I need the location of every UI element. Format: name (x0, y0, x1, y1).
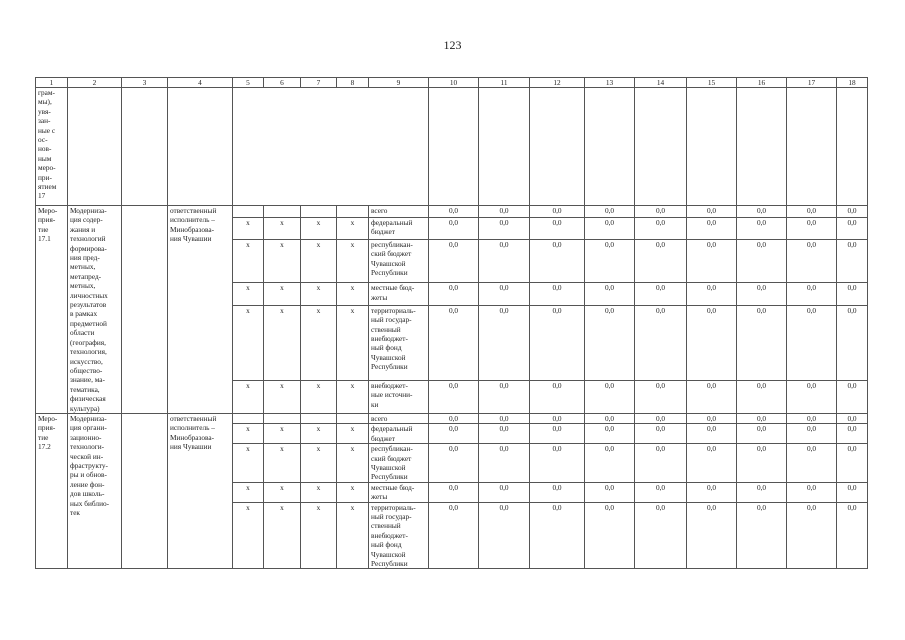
column-header: 1 (36, 78, 68, 88)
column-header: 7 (301, 78, 337, 88)
value-cell: 0,0 (737, 413, 787, 423)
value-cell: 0,0 (530, 424, 585, 444)
code-mark: x (301, 381, 337, 414)
value-cell: 0,0 (687, 305, 737, 380)
code-mark: x (233, 381, 264, 414)
column-header: 17 (787, 78, 837, 88)
value-cell: 0,0 (687, 217, 737, 239)
value-cell: 0,0 (837, 424, 868, 444)
value-cell: 0,0 (737, 240, 787, 283)
value-cell: 0,0 (787, 502, 837, 569)
empty-cell (479, 88, 530, 206)
value-cell: 0,0 (585, 502, 635, 569)
value-cell: 0,0 (530, 482, 585, 502)
responsible-executor: ответственный исполнитель – Минобразова- ния Чувашии (168, 413, 233, 569)
funding-source: республикан- ский бюджет Чувашской Республики (369, 240, 429, 283)
value-cell: 0,0 (479, 217, 530, 239)
value-cell: 0,0 (837, 305, 868, 380)
value-cell: 0,0 (530, 240, 585, 283)
code-mark: x (264, 381, 301, 414)
value-cell: 0,0 (737, 381, 787, 414)
measure-name: Модерниза- ция органи- зационно- технологи- ческой ин- фраструкту- ры и обнов- ление фон- дов школь- ных библио- тек (68, 413, 122, 569)
code-mark (301, 413, 337, 423)
column-number-row (36, 78, 868, 88)
column-header: 8 (337, 78, 369, 88)
code-mark: x (301, 305, 337, 380)
value-cell: 0,0 (687, 240, 737, 283)
value-cell: 0,0 (635, 482, 687, 502)
value-cell: 0,0 (787, 283, 837, 305)
code-mark (233, 413, 264, 423)
empty-cell (530, 88, 585, 206)
value-cell: 0,0 (737, 444, 787, 483)
empty-cell (168, 88, 233, 206)
value-cell: 0,0 (585, 283, 635, 305)
value-cell: 0,0 (479, 305, 530, 380)
funding-source: местные бюд- жеты (369, 482, 429, 502)
value-cell: 0,0 (530, 283, 585, 305)
funding-source: всего (369, 206, 429, 218)
column-header: 9 (369, 78, 429, 88)
code-mark (264, 206, 301, 218)
funding-source: территориаль- ный государ- ственный внебюджет- ный фонд Чувашской Республики (369, 305, 429, 380)
value-cell: 0,0 (429, 283, 479, 305)
value-cell: 0,0 (787, 444, 837, 483)
value-cell: 0,0 (787, 424, 837, 444)
value-cell: 0,0 (635, 217, 687, 239)
code-mark: x (264, 217, 301, 239)
value-cell: 0,0 (479, 482, 530, 502)
continuation-cell: грам- мы), увя- зан- ные с ос- нов- ным меро- при- ятием 17 (36, 88, 68, 206)
code-mark: x (301, 502, 337, 569)
value-cell: 0,0 (635, 240, 687, 283)
value-cell: 0,0 (837, 444, 868, 483)
empty-cell (122, 206, 168, 414)
continuation-row (36, 88, 868, 206)
value-cell: 0,0 (737, 206, 787, 218)
value-cell: 0,0 (837, 217, 868, 239)
column-header: 4 (168, 78, 233, 88)
value-cell: 0,0 (585, 413, 635, 423)
value-cell: 0,0 (635, 424, 687, 444)
code-mark: x (233, 424, 264, 444)
responsible-executor: ответственный исполнитель – Минобразова- ния Чувашии (168, 206, 233, 414)
value-cell: 0,0 (479, 381, 530, 414)
code-mark: x (301, 283, 337, 305)
value-cell: 0,0 (787, 381, 837, 414)
column-header: 15 (687, 78, 737, 88)
funding-source: местные бюд- жеты (369, 283, 429, 305)
empty-cell (585, 88, 635, 206)
value-cell: 0,0 (585, 444, 635, 483)
code-mark: x (337, 305, 369, 380)
value-cell: 0,0 (837, 381, 868, 414)
code-mark (301, 206, 337, 218)
code-mark: x (301, 424, 337, 444)
value-cell: 0,0 (635, 381, 687, 414)
code-mark: x (264, 305, 301, 380)
value-cell: 0,0 (837, 482, 868, 502)
value-cell: 0,0 (429, 305, 479, 380)
value-cell: 0,0 (530, 381, 585, 414)
column-header: 6 (264, 78, 301, 88)
funding-source: республикан- ский бюджет Чувашской Республики (369, 444, 429, 483)
funding-source: федеральный бюджет (369, 217, 429, 239)
column-header: 5 (233, 78, 264, 88)
code-mark: x (233, 502, 264, 569)
value-cell: 0,0 (737, 305, 787, 380)
value-cell: 0,0 (585, 240, 635, 283)
value-cell: 0,0 (837, 206, 868, 218)
value-cell: 0,0 (787, 482, 837, 502)
value-cell: 0,0 (429, 444, 479, 483)
empty-cell (837, 88, 868, 206)
value-cell: 0,0 (429, 413, 479, 423)
code-mark (337, 413, 369, 423)
funding-source: территориаль- ный государ- ственный внебюджет- ный фонд Чувашской Республики (369, 502, 429, 569)
value-cell: 0,0 (585, 381, 635, 414)
value-cell: 0,0 (530, 305, 585, 380)
value-cell: 0,0 (530, 502, 585, 569)
value-cell: 0,0 (585, 482, 635, 502)
empty-cell (68, 88, 122, 206)
value-cell: 0,0 (687, 283, 737, 305)
value-cell: 0,0 (635, 206, 687, 218)
value-cell: 0,0 (530, 217, 585, 239)
column-header: 2 (68, 78, 122, 88)
value-cell: 0,0 (585, 305, 635, 380)
value-cell: 0,0 (479, 444, 530, 483)
code-mark: x (301, 240, 337, 283)
empty-cell (737, 88, 787, 206)
value-cell: 0,0 (429, 240, 479, 283)
code-mark: x (337, 381, 369, 414)
value-cell: 0,0 (687, 444, 737, 483)
funding-source: федеральный бюджет (369, 424, 429, 444)
column-header: 3 (122, 78, 168, 88)
value-cell: 0,0 (837, 502, 868, 569)
value-cell: 0,0 (429, 381, 479, 414)
code-mark: x (264, 444, 301, 483)
value-cell: 0,0 (687, 502, 737, 569)
column-header: 10 (429, 78, 479, 88)
value-cell: 0,0 (687, 206, 737, 218)
value-cell: 0,0 (530, 206, 585, 218)
code-mark: x (264, 502, 301, 569)
value-cell: 0,0 (837, 240, 868, 283)
empty-cell (122, 88, 168, 206)
value-cell: 0,0 (737, 217, 787, 239)
page-number: 123 (443, 38, 462, 52)
value-cell: 0,0 (585, 217, 635, 239)
column-header: 11 (479, 78, 530, 88)
table-row (36, 206, 868, 218)
value-cell: 0,0 (429, 482, 479, 502)
value-cell: 0,0 (687, 424, 737, 444)
code-mark: x (337, 444, 369, 483)
code-mark: x (233, 240, 264, 283)
code-mark: x (337, 424, 369, 444)
empty-cell (122, 413, 168, 569)
column-header: 14 (635, 78, 687, 88)
value-cell: 0,0 (687, 381, 737, 414)
code-mark: x (337, 283, 369, 305)
value-cell: 0,0 (837, 283, 868, 305)
funding-source: внебюджет- ные источни- ки (369, 381, 429, 414)
value-cell: 0,0 (837, 413, 868, 423)
value-cell: 0,0 (787, 413, 837, 423)
code-mark: x (233, 305, 264, 380)
table-row (36, 413, 868, 423)
value-cell: 0,0 (737, 283, 787, 305)
code-mark: x (233, 482, 264, 502)
column-header: 16 (737, 78, 787, 88)
financing-table (35, 77, 868, 569)
measure-name: Модерниза- ция содер- жания и технологий формирова- ния пред- метных, метапред- метных, личностных результатов в рамках предметной области (география, технология, искусство, общество- знание, ма- тематика, физическая культура) (68, 206, 122, 414)
code-mark: x (264, 240, 301, 283)
empty-cell (429, 88, 479, 206)
value-cell: 0,0 (429, 217, 479, 239)
code-mark: x (301, 217, 337, 239)
code-mark: x (337, 217, 369, 239)
measure-number: Меро- прия- тие 17.2 (36, 413, 68, 569)
value-cell: 0,0 (479, 502, 530, 569)
value-cell: 0,0 (479, 424, 530, 444)
value-cell: 0,0 (530, 413, 585, 423)
value-cell: 0,0 (737, 424, 787, 444)
value-cell: 0,0 (787, 206, 837, 218)
code-mark: x (233, 444, 264, 483)
value-cell: 0,0 (687, 482, 737, 502)
value-cell: 0,0 (635, 444, 687, 483)
value-cell: 0,0 (737, 482, 787, 502)
value-cell: 0,0 (635, 283, 687, 305)
empty-cell (687, 88, 737, 206)
code-mark: x (233, 217, 264, 239)
value-cell: 0,0 (479, 240, 530, 283)
value-cell: 0,0 (479, 413, 530, 423)
code-mark (233, 206, 264, 218)
value-cell: 0,0 (429, 502, 479, 569)
code-mark: x (337, 502, 369, 569)
empty-cell (233, 88, 429, 206)
code-mark (337, 206, 369, 218)
value-cell: 0,0 (635, 502, 687, 569)
code-mark: x (337, 240, 369, 283)
value-cell: 0,0 (429, 424, 479, 444)
column-header: 18 (837, 78, 868, 88)
code-mark: x (264, 424, 301, 444)
code-mark: x (264, 482, 301, 502)
value-cell: 0,0 (687, 413, 737, 423)
value-cell: 0,0 (429, 206, 479, 218)
code-mark: x (337, 482, 369, 502)
code-mark (264, 413, 301, 423)
value-cell: 0,0 (635, 305, 687, 380)
column-header: 12 (530, 78, 585, 88)
value-cell: 0,0 (585, 206, 635, 218)
value-cell: 0,0 (585, 424, 635, 444)
code-mark: x (233, 283, 264, 305)
column-header: 13 (585, 78, 635, 88)
measure-number: Меро- прия- тие 17.1 (36, 206, 68, 414)
value-cell: 0,0 (635, 413, 687, 423)
value-cell: 0,0 (787, 240, 837, 283)
value-cell: 0,0 (479, 283, 530, 305)
funding-source: всего (369, 413, 429, 423)
value-cell: 0,0 (787, 305, 837, 380)
value-cell: 0,0 (530, 444, 585, 483)
value-cell: 0,0 (787, 217, 837, 239)
value-cell: 0,0 (737, 502, 787, 569)
code-mark: x (301, 482, 337, 502)
code-mark: x (301, 444, 337, 483)
empty-cell (787, 88, 837, 206)
value-cell: 0,0 (479, 206, 530, 218)
empty-cell (635, 88, 687, 206)
code-mark: x (264, 283, 301, 305)
